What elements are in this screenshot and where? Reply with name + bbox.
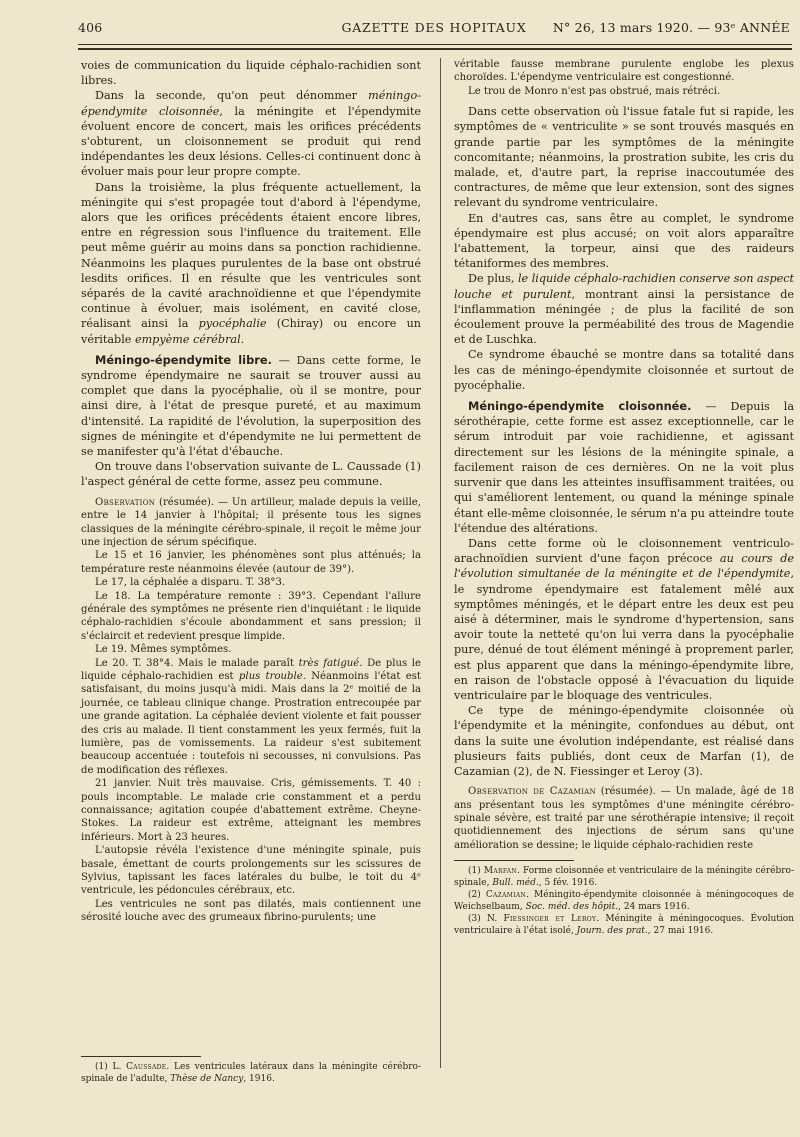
left-column [81,58,421,1084]
paragraph: Dans la seconde, qu'on peut dénommer méningo-épendymite cloisonnée, la méningite et l'épendymite évoluent encore de concert, mais les orifices précédents s'obturent, un cloisonnement se produit qui rend indépendantes les deux lésions. Celles-ci continuent donc à évoluer mais pour leur propre compte. [81,89,421,179]
observation-continued [454,58,794,98]
footnote-rule [454,860,574,861]
observation-paragraph: Le trou de Monro n'est pas obstrué, mais rétréci. [468,85,721,97]
observation-paragraph: Observation (résumée). — Un artilleur, malade depuis la veille, entre le 14 janvier à l'hôpital; il présente tous les signes classiques de la méningite cérébro-spinale, il reçoit le même jour une injection de sérum spécifique. [81,496,421,548]
observation-block [454,785,794,852]
observation-paragraph: Observation de Cazamian (résumée). — Un malade, âgé de 18 ans présentant tous les symptômes d'une méningite cérébro-spinale sévère, est traité par une sérothérapie intensive; il reçoit quotidiennement des injections de sérum sans qu'une amélioration se dessine; le liquide céphalo-rachidien reste [454,786,794,851]
journal-title: GAZETTE DES HOPITAUX [341,20,527,35]
observation-paragraph: Le 17, la céphalée a disparu. T. 38°3. [95,577,286,589]
footnote-rule [81,1056,201,1057]
observation-paragraph: Les ventricules ne sont pas dilatés, mais contiennent une sérosité louche avec des grumeaux fibrino-purulents; une [81,898,421,924]
observation-paragraph: Le 15 et 16 janvier, les phénomènes sont plus atténués; la température reste néanmoins élevée (autour de 39°). [81,550,421,575]
paragraph: Ce syndrome ébauché se montre dans sa totalité dans les cas de méningo-épendymite cloisonnée et surtout de pyocéphalie. [454,348,794,392]
footnote: (1) Marfan. Forme cloisonnée et ventriculaire de la méningite cérébro-spinale, Bull. méd., 5 fév. 1916. [454,866,795,889]
paragraph: Ce type de méningo-épendymite cloisonnée où l'épendymite et la méningite, confondues au début, ont dans la suite une évolution indépendante, est réalisé dans plusieurs faits publiés, dont ceux de Marfan (1), de Cazamian (2), de N. Fiessinger et Leroy (3). [454,704,794,778]
right-column [454,58,794,937]
observation-paragraph: Le 18. La température remonte : 39°3. Cependant l'allure générale des symptômes ne présente rien d'inquiétant : le liquide céphalo-rachidien s'écoule abondamment et sans pression; il s'éclaircit et redevient presque limpide. [81,590,421,642]
footnote: (1) L. Caussade. Les ventricules latéraux dans la méningite cérébro-spinale de l'adulte, Thèse de Nancy, 1916. [81,1062,421,1084]
observation-paragraph: Le 19. Mêmes symptômes. [95,644,232,656]
paragraph: voies de communication du liquide céphalo-rachidien sont libres. [81,59,421,88]
footnotes [454,860,794,937]
section-heading: Méningo-épendymite libre. [95,352,272,367]
footnotes [81,1048,421,1085]
column-divider [440,58,441,1068]
paragraph: Dans cette forme où le cloisonnement ventriculo-arachnoïdien survient d'une façon précoce au cours de l'évolution simultanée de la méningite et de l'épendymite, le syndrome épendymaire est fatalement mêlé aux symptômes méningés, et le départ entre les deux est peu aisé à déterminer, mais le syndrome d'hypertension, sans avoir toute la netteté qu'on lui verra dans la pyocéphalie pure, dénué de tout élément méningé à proprement parler, est plus apparent que dans la méningo-épendymite libre, en raison de l'obstacle opposé à l'évacuation du liquide ventriculaire par le bloquage des ventricules. [454,536,794,702]
paragraph: Dans cette observation où l'issue fatale fut si rapide, les symptômes de « ventriculite » se sont trouvés masqués en grande partie par les symptômes de la méningite concomitante; néanmoins, la prostration subite, les cris du malade, et, d'autre part, la reprise inaccoutumée des contractures, de même que leur extension, sont des signes relevant du syndrome ventriculaire. [454,105,794,210]
section-paragraph: Méningo-épendymite libre. — Dans cette forme, le syndrome épendymaire ne saurait se trouver aussi au complet que dans la pyocéphalie, où il se montre, pour ainsi dire, à l'état de presque pureté, et au maximum d'intensité. La rapidité de l'évolution, la superposition des signes de méningite et d'épendymite ne lui permettent de se manifester qu'à l'état d'ébauche. [81,352,421,459]
footnote: (3) N. Fiessinger et Leroy. Méningite à méningocoques. Évolution ventriculaire à l'état isolé, Journ. des prat., 27 mai 1916. [454,914,794,937]
section-paragraph: Méningo-épendymite cloisonnée. — Depuis la sérothérapie, cette forme est assez exceptionnelle, car le sérum introduit par voie rachidienne, et agissant directement sur les lésions de la méningite spinale, a facilement raison de ces dernières. On ne la voit plus survenir que dans les atteintes insuffisamment traitées, ou qui s'améliorent lentement, ou quand la méninge spinale étant elle-même cloisonnée, le sérum n'a pu atteindre toute l'étendue des altérations. [454,399,794,535]
observation-paragraph: véritable fausse membrane purulente englobe les plexus choroïdes. L'épendyme ventriculaire est congestionné. [454,59,794,84]
header-rule [78,44,792,45]
observation-paragraph: 21 janvier. Nuit très mauvaise. Cris, gémissements. T. 40 : pouls incomptable. Le malade crie constamment et a perdu connaissance; agitation coupée d'abattement extrême. Cheyne-Stokes. La raideur est extrême, atteignant les membres inférieurs. Mort à 23 heures. [81,778,421,843]
page-header [78,20,790,46]
header-rule-thick [78,48,792,50]
observation-paragraph: Le 20. T. 38°4. Mais le malade paraît très fatigué. De plus le liquide céphalo-rachidien est plus trouble. Néanmoins l'état est satisfaisant, du moins jusqu'à midi. Mais dans la 2ᵉ moitié de la journée, ce tableau clinique change. Prostration entrecoupée par une grande agitation. La céphalée devient violente et fait pousser des cris au malade. Il tient constamment les yeux fermés, fuit la lumière, pas de vomissements. La raideur s'est subitement beaucoup accentuée : toutefois ni secousses, ni convulsions. Pas de modification des réflexes. [81,657,421,776]
paragraph: On trouve dans l'observation suivante de L. Caussade (1) l'aspect général de cette forme, assez peu commune. [81,460,421,489]
paragraph: Dans la troisième, la plus fréquente actuellement, la méningite qui s'est propagée tout d'abord à l'épendyme, alors que les orifices précédents étaient encore libres, entre en régression sous l'influence du traitement. Elle peut même guérir au moins dans sa ponction rachidienne. Néanmoins les plaques purulentes de la base ont obstrué lesdits orifices. Il en résulte que les ventricules sont séparés de la cavité arachnoïdienne et que l'épendymite continue à évoluer, mais isolément, en cavité close, réalisant ainsi la pyocéphalie (Chiray) ou encore un véritable empyème cérébral. [81,180,421,346]
paragraph: En d'autres cas, sans être au complet, le syndrome épendymaire est plus accusé; on voit alors apparaître l'abattement, la torpeur, ainsi que des raideurs tétaniformes des membres. [454,211,794,271]
issue-date: N° 26, 13 mars 1920. — 93ᵉ ANNÉE [552,20,790,35]
page-number: 406 [78,20,103,35]
paragraph: De plus, le liquide céphalo-rachidien conserve son aspect louche et purulent, montrant ainsi la persistance de l'inflammation méningée ; de plus la facilité de son écoulement prouve la perméabilité des trous de Magendie et de Luschka. [454,272,794,347]
footnote: (2) Cazamian. Méningito-épendymite cloisonnée à méningocoques de Weichselbaum, Soc. méd. des hôpit., 24 mars 1916. [454,890,795,913]
observation-block [81,496,421,925]
section-heading: Méningo-épendymite cloisonnée. [468,399,692,414]
observation-paragraph: L'autopsie révéla l'existence d'une méningite spinale, puis basale, émettant de courts prolongements sur les scissures de Sylvius, tapissant les faces latérales du bulbe, le toit du 4ᵉ ventricule, les pédoncules cérébraux, etc. [81,845,421,897]
